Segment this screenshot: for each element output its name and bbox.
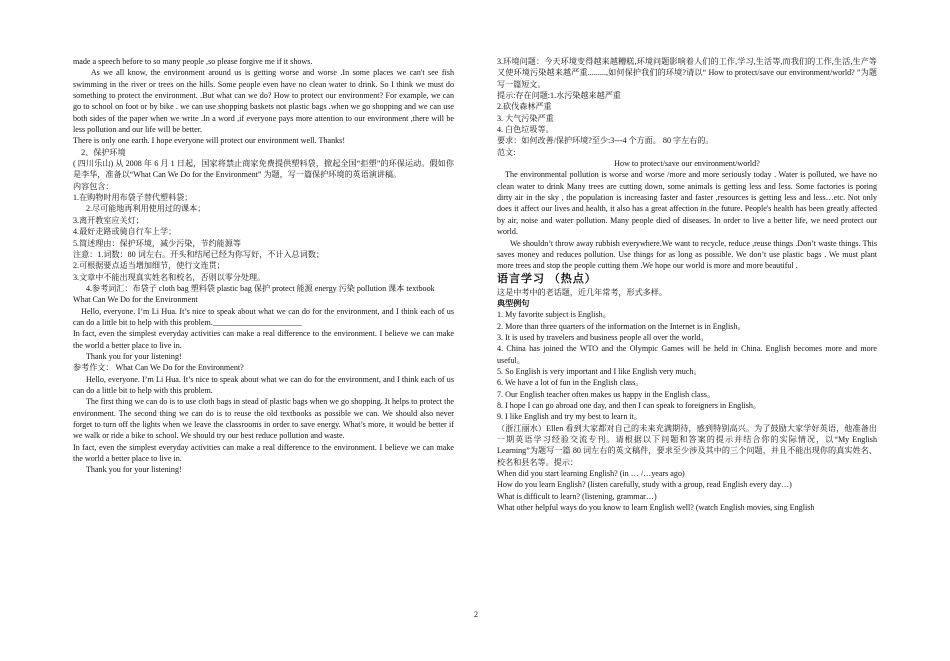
paragraph: 2.砍伐森林严重 [497, 102, 552, 112]
paragraph: 2.尽可能地再利用使用过的课本； [85, 204, 206, 214]
paragraph: 参考作文： What Can We Do for the Environment? [73, 363, 244, 373]
paragraph: Hello, everyone. I’m Li Hua. It’s nice to speak about what we can do for the environment, and I think each of us can do a little bit to help with this problem.______________________ [73, 306, 454, 327]
paragraph: 9. I like English and try my best to learn it。 [497, 412, 642, 422]
paragraph: 6. We have a lot of fun in the English class。 [497, 378, 644, 388]
paragraph: How do you learn English? (listen carefully, study with a group, read English every day…) [497, 480, 792, 490]
page-number: 2 [474, 610, 478, 619]
paragraph: 这是中考中的老话题，近几年常考，形式多样。 [497, 287, 667, 297]
paragraph: 5. So English is very important and I like English very much。 [497, 366, 702, 376]
paragraph: 1. My favorite subject is English。 [497, 310, 611, 320]
paragraph: There is only one earth. I hope everyone will protect our environment well. Thanks! [73, 136, 346, 146]
paragraph: 典型例句 [497, 298, 530, 308]
paragraph: 7. Our English teacher often makes us happy in the English class。 [497, 389, 716, 399]
paragraph: What other helpful ways do you know to learn English well? (watch English movies, sing English [497, 503, 815, 513]
paragraph: In fact, even the simplest everyday activities can make a real difference to the environment. I believe we can make the world a better place to live in. [73, 329, 454, 350]
paragraph: 3.文章中不能出现真实姓名和校名，否则以零分处理。 [73, 272, 266, 282]
paragraph: 3. It is used by travelers and business people all over the world。 [497, 332, 709, 342]
paragraph: What Can We Do for the Environment [73, 295, 198, 305]
paragraph: made a speech before to so many people ,so please forgive me if it shows. [73, 57, 313, 66]
paragraph: Hello, everyone. I’m Li Hua. It’s nice to speak about what we can do for the environment, and I think each of us can do a little bit to help with this problem. [73, 374, 454, 395]
paragraph: 4.最好走路或骑自行车上学； [73, 227, 177, 237]
section-title: 语言学习 （热点） [497, 272, 597, 285]
paragraph: 提示:存在问题:1.水污染越来越严重 [497, 91, 621, 101]
paragraph: In fact, even the simplest everyday activities can make a real difference to the environment. I believe we can make the world a better place to live in. [73, 442, 454, 464]
paragraph: As we all know, the environment around us is getting worse and worse .In some places we can't see fish swimming in the river or trees on the hills. Some people even have no clean water to drink. So I think we must do something to protect the environment. .But what can we do? How to protect our environment? For example, we can go to school on foot or by bike . we can use shopping baskets not plastic bags .when we go shopping and we can use both sides of the paper when we write .In a word ,if everyone pays more attention to our environment ,there will be less pollution and our life will be better. [73, 68, 454, 135]
paragraph: How to protect/save our environment/world? [614, 159, 760, 169]
paragraph: 3.环境问题：今天环境变得越来越糟糕,环境问题影响着人们的工作,学习,生活等,而我们的工作,生活,生产等又使环境污染越来越严重.........,如何保护我们的环境?请以“ How to protect/save our environment/world? ”为题写一篇短文。 [497, 57, 877, 89]
paragraph: （浙江丽水）Ellen 看到大家都对自己的未来充满期待，感到特别高兴。为了鼓励大家学好英语，他准备出一期英语学习经验交流专刊。请根据以下问题和答案的提示并结合你的实际情况，以“My English Learning”为题写一篇 80 词左右的英文稿件，要求至少涉及其中的三个问题，并且不能出现你的真实姓名、校名和县名等。提示： [497, 423, 877, 467]
paragraph: 4. 白色垃圾等。 [497, 125, 554, 135]
paragraph: The environmental pollution is worse and worse /more and more seriously today . Water is polluted, we have no clean water to drink Many trees are cutting down, some animals is getting less and less. Some factories is poring dirty air in the sky , the population is increasing faster and faster ,resources is getting less and less…etc. Not only does it affect our lives and health, it also has a great affection in the future. People's health has been greatly affected by air, noise and water pollution. Many people died of diseases. In order to live a better life, we need protect our world. [497, 170, 877, 237]
paragraph: The first thing we can do is to use cloth bags in stead of plastic bags when we go shopping. It helps to protect the environment. The second thing we can do is to reuse the old textbooks as possible we can. We should also never forget to turn off the lights when we leave the classrooms in order to save energy. What’s more, it would be better if we walk or ride a bike to school. We should try our best reduce pollution and waste. [73, 397, 454, 441]
paragraph: 内容包含： [73, 181, 114, 191]
paragraph: 注意：1.词数：80 词左右。开头和结尾已经为你写好，不计入总词数； [73, 249, 324, 259]
left-column [73, 56, 454, 476]
paragraph: ( 四川乐山) 从 2008 年 6 月 1 日起，国家将禁止商家免费提供塑料袋，掀起全国“拒塑”的环保运动。假如你是李华，准备以“What Can We Do for the Environment” 为题，写一篇保护环境的英语演讲稿。 [73, 159, 454, 180]
paragraph: 5.简述理由：保护环境，减少污染，节约能源等 [73, 238, 241, 248]
paragraph: 2、保护环境 [81, 147, 126, 157]
paragraph: We shouldn’t throw away rubbish everywhere.We want to recycle, reduce ,reuse things .Don’t waste things. This saves money and reduces pollution. Use things for as long as possible. We don’t use plastic bags . We must plant more trees and stop the people cutting them .We hope our world is more and more beautiful . [497, 238, 877, 271]
paragraph: 2. More than three quarters of the information on the Internet is in English。 [497, 321, 746, 331]
paragraph: Thank you for your listening! [85, 465, 182, 475]
right-column [497, 56, 877, 513]
paragraph: 3. 大气污染严重 [497, 113, 554, 123]
paragraph: 8. I hope I can go abroad one day, and then I can speak to foreigners in English。 [497, 400, 762, 410]
paragraph: 3.离开教室应关灯； [73, 215, 144, 225]
paragraph: 要求：如何改善/保护环境?至少:3---4 个方面。 80 字左右的。 [497, 136, 714, 146]
paragraph: 2.可根据要点适当增加细节，使行文连贯； [73, 261, 225, 271]
paragraph: 4.参考词汇：布袋子 cloth bag 塑料袋 plastic bag 保护 protect 能源 energy 污染 pollution 课本 textbook [85, 283, 435, 293]
paragraph: 1.在购物时用布袋子替代塑料袋； [73, 193, 193, 203]
paragraph: Thank you for your listening! [85, 351, 182, 361]
paragraph: 4. China has joined the WTO and the Olympic Games will be held in China. English becomes more and more useful。 [497, 344, 877, 365]
paragraph: 范文: [497, 147, 516, 157]
paragraph: What is difficult to learn? (listening, grammar…) [497, 491, 657, 501]
paragraph: When did you start learning English? (in … /…years ago) [497, 469, 685, 479]
